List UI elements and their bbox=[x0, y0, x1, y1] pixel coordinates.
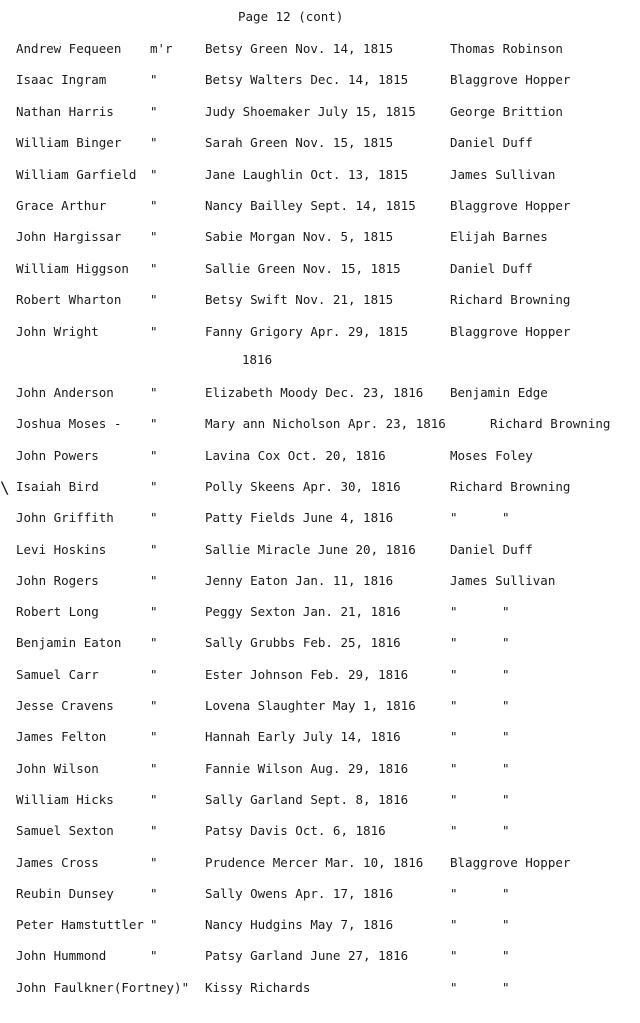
record-row bbox=[0, 198, 640, 218]
groom-name: John Hargissar bbox=[16, 229, 122, 245]
bride-and-date: Jenny Eaton Jan. 11, 1816 bbox=[205, 572, 394, 588]
groom-name: Benjamin Eaton bbox=[16, 635, 122, 651]
bride-and-date: Sally Grubbs Feb. 25, 1816 bbox=[205, 635, 401, 651]
record-row bbox=[0, 542, 640, 562]
groom-name: Reubin Dunsey bbox=[16, 885, 114, 901]
groom-name: John Wilson bbox=[16, 760, 99, 776]
groom-name: Robert Long bbox=[16, 604, 99, 620]
ditto-mark: " bbox=[150, 416, 158, 432]
bride-and-date: Jane Laughlin Oct. 13, 1815 bbox=[205, 166, 409, 182]
officiant-name: Richard Browning bbox=[490, 416, 611, 432]
ditto-mark: " bbox=[150, 760, 158, 776]
officiant-name: " bbox=[450, 885, 458, 901]
ditto-mark: " bbox=[150, 229, 158, 245]
groom-name: William Hicks bbox=[16, 791, 114, 807]
record-row bbox=[0, 729, 640, 749]
bride-and-date: Nancy Bailley Sept. 14, 1815 bbox=[205, 198, 416, 213]
officiant-name: " bbox=[450, 510, 458, 526]
record-row bbox=[0, 917, 640, 937]
ditto-mark: " bbox=[150, 635, 158, 651]
ditto-mark: " bbox=[502, 510, 510, 526]
groom-name: John Powers bbox=[16, 447, 99, 463]
officiant-name: Moses Foley bbox=[450, 447, 533, 463]
ditto-mark: " bbox=[150, 698, 158, 713]
groom-name: Jesse Cravens bbox=[16, 698, 114, 713]
record-row bbox=[0, 855, 640, 875]
groom-name: John Faulkner(Fortney)" bbox=[16, 979, 190, 995]
record-row bbox=[0, 792, 640, 812]
groom-name: Grace Arthur bbox=[16, 198, 107, 213]
officiant-name: Richard Browning bbox=[450, 478, 571, 494]
bride-and-date: Mary ann Nicholson Apr. 23, 1816 bbox=[205, 416, 446, 432]
ditto-mark: " bbox=[502, 885, 510, 901]
ditto-mark: " bbox=[502, 760, 510, 776]
officiant-name: Daniel Duff bbox=[450, 135, 533, 151]
officiant-name: " bbox=[450, 823, 458, 839]
ditto-mark: " bbox=[502, 979, 510, 995]
ditto-mark: " bbox=[502, 635, 510, 651]
record-row bbox=[0, 41, 640, 61]
groom-name: Peter Hamstuttler bbox=[16, 917, 144, 933]
officiant-name: James Sullivan bbox=[450, 166, 556, 182]
bride-and-date: Lavina Cox Oct. 20, 1816 bbox=[205, 447, 386, 463]
ditto-mark: " bbox=[502, 823, 510, 839]
ditto-mark: " bbox=[150, 791, 158, 807]
officiant-name: " bbox=[450, 635, 458, 651]
ditto-mark: " bbox=[150, 510, 158, 526]
record-row bbox=[0, 324, 640, 344]
record-row bbox=[0, 761, 640, 781]
bride-and-date: Fanny Grigory Apr. 29, 1815 bbox=[205, 323, 409, 339]
record-row bbox=[0, 698, 640, 718]
record-row bbox=[0, 229, 640, 249]
ditto-mark: " bbox=[150, 823, 158, 839]
officiant-name: " bbox=[450, 791, 458, 807]
officiant-name: Benjamin Edge bbox=[450, 385, 548, 400]
ditto-mark: " bbox=[150, 572, 158, 588]
bride-and-date: Lovena Slaughter May 1, 1816 bbox=[205, 698, 416, 713]
record-row bbox=[0, 510, 640, 530]
bride-and-date: Elizabeth Moody Dec. 23, 1816 bbox=[205, 385, 424, 400]
record-row bbox=[0, 479, 640, 499]
ditto-mark: " bbox=[502, 791, 510, 807]
ditto-mark: " bbox=[150, 198, 158, 213]
bride-and-date: Kissy Richards bbox=[205, 979, 311, 995]
officiant-name: " bbox=[450, 948, 458, 964]
bride-and-date: Sabie Morgan Nov. 5, 1815 bbox=[205, 229, 394, 245]
ditto-mark: " bbox=[150, 917, 158, 933]
bride-and-date: Sally Owens Apr. 17, 1816 bbox=[205, 885, 394, 901]
groom-name: Joshua Moses - bbox=[16, 416, 122, 432]
bride-and-date: Patsy Davis Oct. 6, 1816 bbox=[205, 823, 386, 839]
bride-and-date: Polly Skeens Apr. 30, 1816 bbox=[205, 478, 401, 494]
bride-and-date: Sallie Miracle June 20, 1816 bbox=[205, 541, 416, 557]
officiant-name: Blaggrove Hopper bbox=[450, 198, 571, 213]
record-row bbox=[0, 886, 640, 906]
record-row bbox=[0, 448, 640, 468]
ditto-mark: " bbox=[150, 729, 158, 745]
officiant-name: " bbox=[450, 760, 458, 776]
ditto-mark: " bbox=[150, 385, 158, 400]
bride-and-date: Betsy Swift Nov. 21, 1815 bbox=[205, 292, 394, 308]
groom-name: William Binger bbox=[16, 135, 122, 151]
officiant-name: Thomas Robinson bbox=[450, 41, 563, 56]
record-row bbox=[0, 948, 640, 968]
bride-and-date: Betsy Green Nov. 14, 1815 bbox=[205, 41, 394, 56]
ditto-mark: " bbox=[150, 135, 158, 151]
bride-and-date: Judy Shoemaker July 15, 1815 bbox=[205, 103, 416, 119]
bride-and-date: Betsy Walters Dec. 14, 1815 bbox=[205, 72, 409, 88]
ditto-mark: " bbox=[150, 292, 158, 308]
record-row bbox=[0, 135, 640, 155]
groom-name: John Wright bbox=[16, 323, 99, 339]
groom-name: James Felton bbox=[16, 729, 107, 745]
record-row bbox=[0, 635, 640, 655]
ditto-mark: " bbox=[150, 666, 158, 682]
ditto-mark: " bbox=[150, 604, 158, 620]
officiant-name: Blaggrove Hopper bbox=[450, 323, 571, 339]
bride-and-date: Peggy Sexton Jan. 21, 1816 bbox=[205, 604, 401, 620]
officiant-name: Elijah Barnes bbox=[450, 229, 548, 245]
bride-and-date: Sarah Green Nov. 15, 1815 bbox=[205, 135, 394, 151]
ditto-mark: " bbox=[150, 447, 158, 463]
bride-and-date: Patsy Garland June 27, 1816 bbox=[205, 948, 409, 964]
ditto-mark: " bbox=[150, 260, 158, 276]
ditto-mark: " bbox=[150, 72, 158, 88]
year-heading: 1816 bbox=[242, 352, 273, 367]
groom-name: John Griffith bbox=[16, 510, 114, 526]
bride-and-date: Patty Fields June 4, 1816 bbox=[205, 510, 394, 526]
groom-name: William Garfield bbox=[16, 166, 137, 182]
groom-name: Samuel Sexton bbox=[16, 823, 114, 839]
groom-name: John Hummond bbox=[16, 948, 107, 964]
ditto-mark: " bbox=[502, 666, 510, 682]
officiant-name: James Sullivan bbox=[450, 572, 556, 588]
ditto-mark: " bbox=[502, 917, 510, 933]
record-row bbox=[0, 980, 640, 1000]
record-row bbox=[0, 104, 640, 124]
bride-and-date: Sallie Green Nov. 15, 1815 bbox=[205, 260, 401, 276]
officiant-name: " bbox=[450, 979, 458, 995]
officiant-name: George Brittion bbox=[450, 103, 563, 119]
groom-name: Nathan Harris bbox=[16, 103, 114, 119]
ditto-mark: " bbox=[502, 698, 510, 713]
officiant-name: " bbox=[450, 604, 458, 620]
groom-name: John Anderson bbox=[16, 385, 114, 400]
ditto-mark: " bbox=[502, 604, 510, 620]
officiant-name: " bbox=[450, 917, 458, 933]
ditto-mark: " bbox=[150, 854, 158, 870]
groom-name: Levi Hoskins bbox=[16, 541, 107, 557]
record-row bbox=[0, 167, 640, 187]
record-row bbox=[0, 385, 640, 405]
ditto-mark: " bbox=[150, 885, 158, 901]
groom-name: James Cross bbox=[16, 854, 99, 870]
groom-name: Isaiah Bird bbox=[16, 478, 99, 494]
officiant-name: " bbox=[450, 729, 458, 745]
officiant-name: Blaggrove Hopper bbox=[450, 72, 571, 88]
groom-name: Samuel Carr bbox=[16, 666, 99, 682]
bride-and-date: Fannie Wilson Aug. 29, 1816 bbox=[205, 760, 409, 776]
bride-and-date: Sally Garland Sept. 8, 1816 bbox=[205, 791, 409, 807]
record-row bbox=[0, 72, 640, 92]
record-row bbox=[0, 823, 640, 843]
margin-mark: \ bbox=[0, 478, 10, 497]
officiant-name: Daniel Duff bbox=[450, 260, 533, 276]
record-row bbox=[0, 292, 640, 312]
officiant-name: Daniel Duff bbox=[450, 541, 533, 557]
ditto-mark: " bbox=[150, 323, 158, 339]
record-row bbox=[0, 573, 640, 593]
groom-name: Isaac Ingram bbox=[16, 72, 107, 88]
ditto-mark: " bbox=[150, 103, 158, 119]
record-row bbox=[0, 261, 640, 281]
ditto-mark: " bbox=[150, 948, 158, 964]
groom-name: William Higgson bbox=[16, 260, 129, 276]
ditto-mark: " bbox=[502, 729, 510, 745]
record-row bbox=[0, 604, 640, 624]
groom-name: John Rogers bbox=[16, 572, 99, 588]
ditto-mark: " bbox=[502, 948, 510, 964]
officiant-name: Blaggrove Hopper bbox=[450, 854, 571, 870]
ditto-mark: " bbox=[150, 478, 158, 494]
ditto-mark: m'r bbox=[150, 41, 173, 56]
ditto-mark: " bbox=[150, 166, 158, 182]
officiant-name: Richard Browning bbox=[450, 292, 571, 308]
bride-and-date: Prudence Mercer Mar. 10, 1816 bbox=[205, 854, 424, 870]
bride-and-date: Ester Johnson Feb. 29, 1816 bbox=[205, 666, 409, 682]
officiant-name: " bbox=[450, 698, 458, 713]
record-row bbox=[0, 667, 640, 687]
bride-and-date: Hannah Early July 14, 1816 bbox=[205, 729, 401, 745]
record-row bbox=[0, 416, 640, 436]
groom-name: Robert Wharton bbox=[16, 292, 122, 308]
bride-and-date: Nancy Hudgins May 7, 1816 bbox=[205, 917, 394, 933]
officiant-name: " bbox=[450, 666, 458, 682]
groom-name: Andrew Fequeen bbox=[16, 41, 122, 56]
page-title: Page 12 (cont) bbox=[238, 9, 344, 24]
ditto-mark: " bbox=[150, 541, 158, 557]
